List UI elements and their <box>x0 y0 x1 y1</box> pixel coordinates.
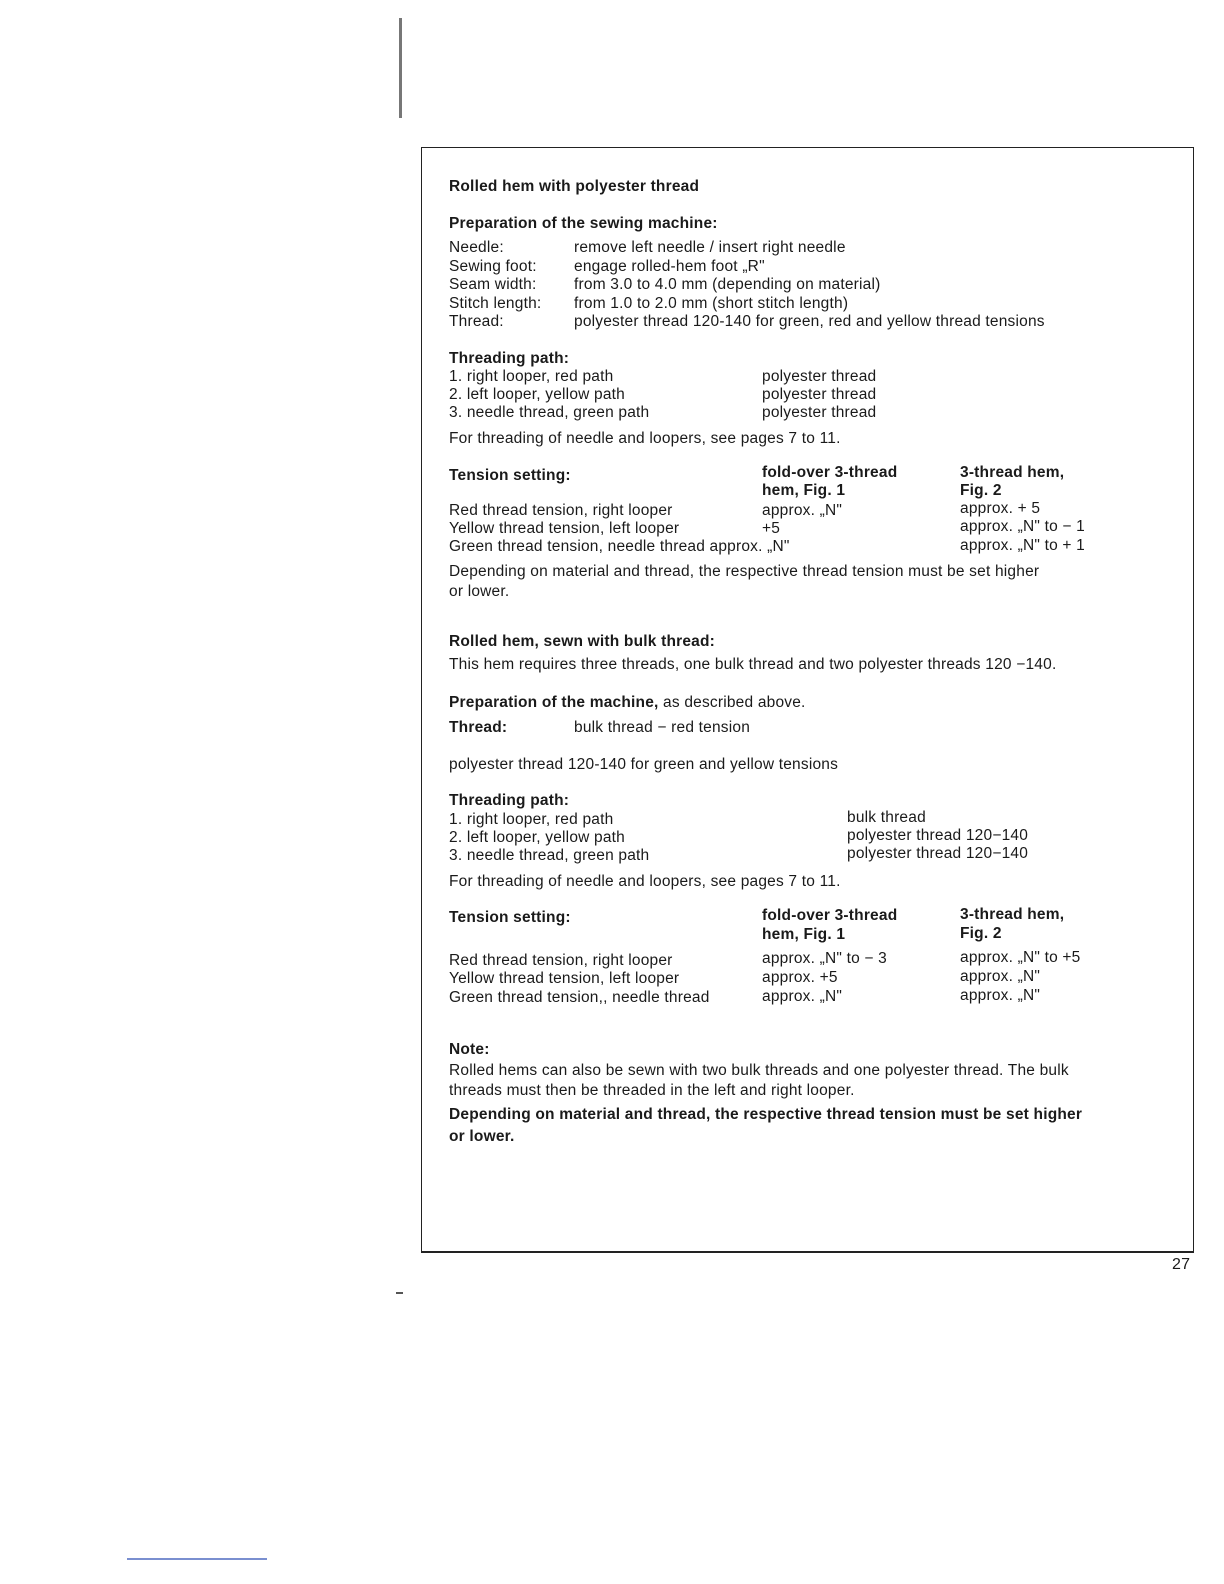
tension-row-three: approx. „N" <box>960 968 1041 985</box>
section2-thread-label: Thread: <box>449 719 508 736</box>
note-text: Rolled hems can also be sewn with two bulk threads and one polyester thread. The bulk <box>449 1062 1069 1079</box>
depending-text: Depending on material and thread, the respective thread tension must be set higher <box>449 563 1040 580</box>
threading-step: 1. right looper, red path <box>449 368 614 385</box>
threading-step: 2. left looper, yellow path <box>449 829 626 846</box>
tension-row-label: Yellow thread tension, left looper <box>449 520 680 537</box>
tension-row-three: approx. „N" to − 1 <box>960 518 1085 535</box>
setting-value-stitch: from 1.0 to 2.0 mm (short stitch length) <box>574 295 849 312</box>
setting-label-stitch: Stitch length: <box>449 295 542 312</box>
tension-row-three: approx. „N" to +5 <box>960 949 1081 966</box>
col-foldover-header: fold-over 3-thread <box>762 907 898 924</box>
tension-row-three: approx. „N" <box>960 987 1041 1004</box>
tension-row-three: approx. „N" to + 1 <box>960 537 1085 554</box>
col-foldover-header: hem, Fig. 1 <box>762 482 846 499</box>
section2-prep-bold: Preparation of the machine, <box>449 694 659 711</box>
section1-threading-heading: Threading path: <box>449 350 570 367</box>
section1-prep-heading: Preparation of the sewing machine: <box>449 215 718 232</box>
section2-intro: This hem requires three threads, one bulk thread and two polyester threads 120 −140. <box>449 656 1057 673</box>
setting-label-needle: Needle: <box>449 239 504 256</box>
setting-label-thread: Thread: <box>449 313 504 330</box>
setting-value-foot: engage rolled-hem foot „R" <box>574 258 765 275</box>
threading-thread: polyester thread 120−140 <box>847 845 1029 862</box>
setting-value-seam: from 3.0 to 4.0 mm (depending on material) <box>574 276 881 293</box>
section2-threading-heading: Threading path: <box>449 792 570 809</box>
threading-step: 1. right looper, red path <box>449 811 614 828</box>
tension-heading: Tension setting: <box>449 909 571 926</box>
threading-note: For threading of needle and loopers, see pages 7 to 11. <box>449 873 841 890</box>
section2-title: Rolled hem, sewn with bulk thread: <box>449 633 716 650</box>
threading-step: 3. needle thread, green path <box>449 404 650 421</box>
page-number: 27 <box>1172 1256 1191 1273</box>
section2-prep <box>449 694 806 712</box>
tension-row-foldover: approx. „N" to − 3 <box>762 950 887 967</box>
setting-value-needle: remove left needle / insert right needle <box>574 239 846 256</box>
col-3thread-header: Fig. 2 <box>960 482 1002 499</box>
depending-text: or lower. <box>449 583 510 600</box>
threading-thread: polyester thread <box>762 404 877 421</box>
col-3thread-header: 3-thread hem, <box>960 906 1065 923</box>
threading-step: 2. left looper, yellow path <box>449 386 626 403</box>
tension-row-foldover: approx. +5 <box>762 969 838 986</box>
note-heading: Note: <box>449 1041 490 1058</box>
tension-heading: Tension setting: <box>449 467 571 484</box>
col-3thread-header: 3-thread hem, <box>960 464 1065 481</box>
note-bold-text: Depending on material and thread, the respective thread tension must be set higher <box>449 1106 1083 1123</box>
threading-thread: polyester thread <box>762 386 877 403</box>
tension-row-foldover: +5 <box>762 520 781 537</box>
section2-prep-rest: as described above. <box>658 694 806 711</box>
tension-row-label: Green thread tension, needle thread approx. „N" <box>449 538 790 555</box>
tension-row-label: Green thread tension,, needle thread <box>449 989 710 1006</box>
tension-row-foldover: approx. „N" <box>762 988 843 1005</box>
scan-artifact-top <box>399 18 402 118</box>
note-text: threads must then be threaded in the left and right looper. <box>449 1082 855 1099</box>
tension-row-three: approx. + 5 <box>960 500 1041 517</box>
threading-thread: polyester thread 120−140 <box>847 827 1029 844</box>
section2-thread-value: bulk thread − red tension <box>574 719 751 736</box>
setting-label-foot: Sewing foot: <box>449 258 537 275</box>
setting-label-seam: Seam width: <box>449 276 537 293</box>
setting-value-thread: polyester thread 120-140 for green, red and yellow thread tensions <box>574 313 1045 330</box>
note-bold-text: or lower. <box>449 1128 515 1145</box>
threading-note: For threading of needle and loopers, see pages 7 to 11. <box>449 430 841 447</box>
threading-thread: bulk thread <box>847 809 926 826</box>
bottom-rule <box>127 1558 267 1560</box>
threading-thread: polyester thread <box>762 368 877 385</box>
col-foldover-header: fold-over 3-thread <box>762 464 898 481</box>
threading-step: 3. needle thread, green path <box>449 847 650 864</box>
tension-row-label: Yellow thread tension, left looper <box>449 970 680 987</box>
scan-artifact-mid <box>396 1292 403 1294</box>
col-3thread-header: Fig. 2 <box>960 925 1002 942</box>
tension-row-foldover: approx. „N" <box>762 502 843 519</box>
tension-row-label: Red thread tension, right looper <box>449 952 673 969</box>
section2-thread-value2: polyester thread 120-140 for green and yellow tensions <box>449 756 839 773</box>
tension-row-label: Red thread tension, right looper <box>449 502 673 519</box>
col-foldover-header: hem, Fig. 1 <box>762 926 846 943</box>
section1-title: Rolled hem with polyester thread <box>449 178 700 195</box>
